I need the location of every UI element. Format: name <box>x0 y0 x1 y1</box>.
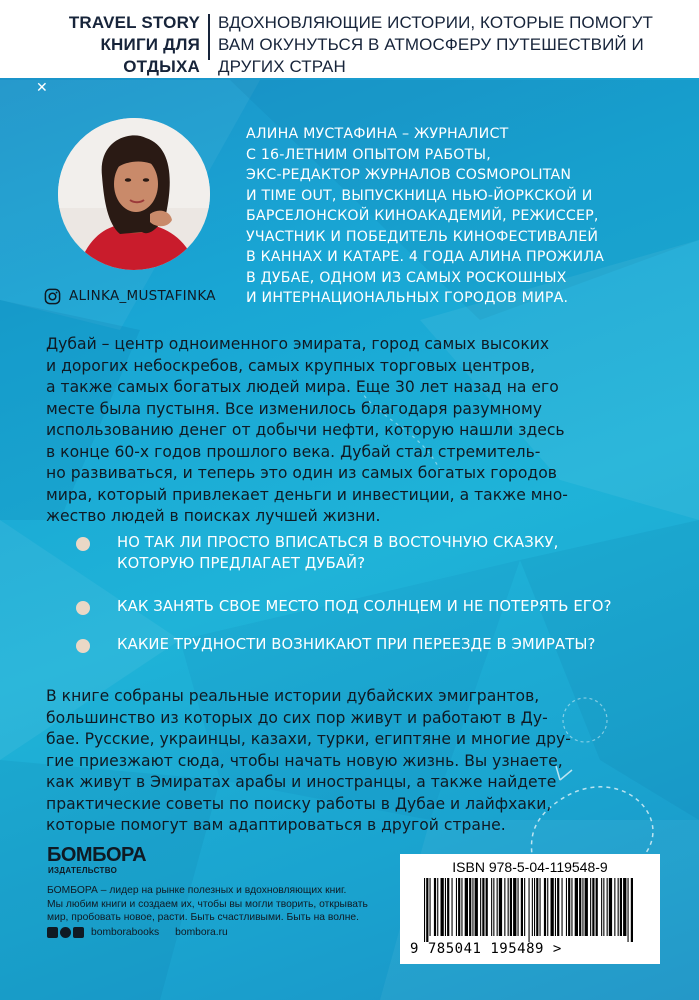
barcode-bar <box>601 878 602 936</box>
barcode-bar <box>590 878 591 936</box>
barcode-bar <box>620 878 622 936</box>
question-text: НО ТАК ЛИ ПРОСТО ВПИСАТЬСЯ В ВОСТОЧНУЮ СКАЗКУ, КОТОРУЮ ПРЕДЛАГАЕТ ДУБАЙ? <box>117 534 559 572</box>
barcode-bar <box>430 878 431 936</box>
barcode-bar <box>585 878 588 936</box>
barcode-image <box>424 878 636 942</box>
barcode-bar <box>551 878 554 936</box>
barcode-bar <box>623 878 626 936</box>
barcode-bar <box>575 878 578 936</box>
series-name <box>38 12 200 78</box>
barcode-bar <box>497 878 498 936</box>
barcode-bar <box>465 878 468 936</box>
instagram-icon[interactable] <box>73 927 84 938</box>
vk-icon[interactable] <box>60 927 71 938</box>
barcode-bar <box>513 878 516 936</box>
barcode-bar <box>424 878 425 942</box>
barcode-bar <box>469 878 471 936</box>
barcode-bar <box>510 878 512 936</box>
close-icon: ✕ <box>36 80 48 96</box>
barcode-bar <box>441 878 444 936</box>
barcode-bar <box>518 878 519 936</box>
barcode-bar <box>614 878 615 936</box>
barcode-bar <box>491 878 492 936</box>
barcode-bar <box>458 878 460 936</box>
series-subtitle: КНИГИ ДЛЯ ОТДЫХА <box>100 35 200 76</box>
barcode-bar <box>508 878 509 936</box>
barcode-digits: 9 785041 195489 > <box>410 941 562 957</box>
barcode-bar <box>532 878 533 936</box>
barcode-bar <box>426 878 428 942</box>
author-bio: АЛИНА МУСТАФИНА – ЖУРНАЛИСТ С 16-ЛЕТНИМ ОПЫТОМ РАБОТЫ, ЭКС-РЕДАКТОР ЖУРНАЛОВ COSMOPOLITAN И TIME OUT, ВЫПУСКНИЦА НЬЮ-ЙОРКСКОЙ И БАРСЕЛОНСКОЙ КИНОАКАДЕМИЙ, РЕЖИССЕР, УЧАСТНИК И ПОБЕДИТЕЛЬ КИНОФЕСТИВАЛЕЙ В КАННАХ И КАТАРЕ. 4 ГОДА АЛИНА ПРОЖИЛА В ДУБАЕ, ОДНОМ ИЗ САМЫХ РОСКОШНЫХ И ИНТЕРНАЦИОНАЛЬНЫХ ГОРОДОВ МИРА. <box>246 126 605 306</box>
barcode-bar <box>521 878 523 936</box>
barcode-bar <box>475 878 478 936</box>
barcode-bar <box>557 878 559 936</box>
barcode-bar <box>592 878 594 936</box>
description-paragraph-1: Дубай – центр одноименного эмирата, город самых высоких и дорогих небоскребов, самых крупных торговых центров, а также самых богатых людей мира. Еще 30 лет назад на его месте была пустыня. Все изменилось благодаря разумному использованию денег от добычи нефти, которую нашли здесь в конце 60-х годов прошлого века. Дубай стал стремитель- но развиваться, и теперь это один из самых богатых городов мира, который привлекает деньги и инвестиции, а также мно- жество людей в поисках лучшей жизни. <box>46 335 568 525</box>
barcode-bar <box>544 878 546 936</box>
barcode-bar <box>461 878 462 936</box>
barcode-bar <box>472 878 473 936</box>
barcode-bar <box>579 878 581 936</box>
barcode-bar <box>628 878 629 942</box>
barcode-bar <box>445 878 446 936</box>
barcode-bar <box>493 878 494 936</box>
question-text: КАКИЕ ТРУДНОСТИ ВОЗНИКАЮТ ПРИ ПЕРЕЕЗДЕ В ЭМИРАТЫ? <box>117 636 596 653</box>
barcode-bar <box>452 878 453 936</box>
barcode-bar <box>486 878 488 936</box>
barcode-bar <box>618 878 619 936</box>
barcode-bar <box>555 878 556 936</box>
publisher-description: БОМБОРА – лидер на рынке полезных и вдохновляющих книг. Мы любим книги и создаем их, чтобы вы могли творить, открывать мир, пробовать новое, расти. Быть счастливыми. Быть на волне. <box>47 885 368 923</box>
isbn-number: ISBN 978-5-04-119548-9 <box>452 859 608 875</box>
barcode-bar <box>434 878 436 936</box>
barcode-bar <box>534 878 535 936</box>
author-instagram[interactable] <box>44 286 216 306</box>
barcode-bar <box>603 878 604 936</box>
barcode-bar <box>596 878 598 936</box>
barcode-bar <box>437 878 438 936</box>
barcode-bar <box>631 878 633 942</box>
barcode-bar <box>504 878 505 936</box>
barcode-bar <box>582 878 583 936</box>
barcode-bar <box>524 878 525 936</box>
series-title: TRAVEL STORY <box>68 13 200 32</box>
barcode-bar <box>562 878 563 936</box>
barcode-bar <box>607 878 608 936</box>
barcode-bar <box>447 878 449 936</box>
publisher-social <box>47 925 228 939</box>
barcode-bar <box>571 878 572 936</box>
question-text: КАК ЗАНЯТЬ СВОЕ МЕСТО ПОД СОЛНЦЕМ И НЕ ПОТЕРЯТЬ ЕГО? <box>117 598 612 615</box>
series-header <box>0 0 699 78</box>
barcode-bar <box>547 878 548 936</box>
barcode-bar <box>536 878 538 936</box>
barcode-bar <box>456 878 457 936</box>
barcode-bar <box>529 878 530 942</box>
barcode-box <box>400 854 660 964</box>
publisher-logo: БОМБОРА <box>47 844 147 866</box>
barcode-bar <box>609 878 612 936</box>
header-divider <box>208 14 210 60</box>
barcode-bar <box>480 878 481 936</box>
publisher-website[interactable]: bombora.ru <box>175 926 228 938</box>
instagram-icon <box>44 288 61 305</box>
author-photo <box>58 118 210 270</box>
barcode-bar <box>499 878 502 936</box>
barcode-bar <box>566 878 567 936</box>
bullet-dot <box>76 639 90 653</box>
description-paragraph-2: В книге собраны реальные истории дубайских эмигрантов, большинство из которых до сих пор живут и работают в Ду- бае. Русские, украинцы, казахи, турки, египтяне и многие дру- гие приезжают сюда, чтобы начать новую жизнь. Вы узнаете, как живут в Эмиратах арабы и иностранцы, а также найдете практические советы по поиску работы в Дубае и лайфхаки, которые помогут вам адаптироваться в другой стране. <box>46 687 571 834</box>
bullet-dot <box>76 601 90 615</box>
series-tagline: ВДОХНОВЛЯЮЩИЕ ИСТОРИИ, КОТОРЫЕ ПОМОГУТ ВАМ ОКУНУТЬСЯ В АТМОСФЕРУ ПУТЕШЕСТВИЙ И ДРУГИХ СТРАН <box>218 13 653 76</box>
publisher-label: ИЗДАТЕЛЬСТВО <box>48 866 118 875</box>
facebook-icon[interactable] <box>47 927 58 938</box>
social-handle[interactable]: bomborabooks <box>91 926 160 938</box>
barcode-bar <box>482 878 484 936</box>
instagram-handle: ALINKA_MUSTAFINKA <box>69 288 216 304</box>
barcode-bar <box>568 878 570 936</box>
barcode-bar <box>540 878 541 936</box>
bullet-dot <box>76 537 90 551</box>
